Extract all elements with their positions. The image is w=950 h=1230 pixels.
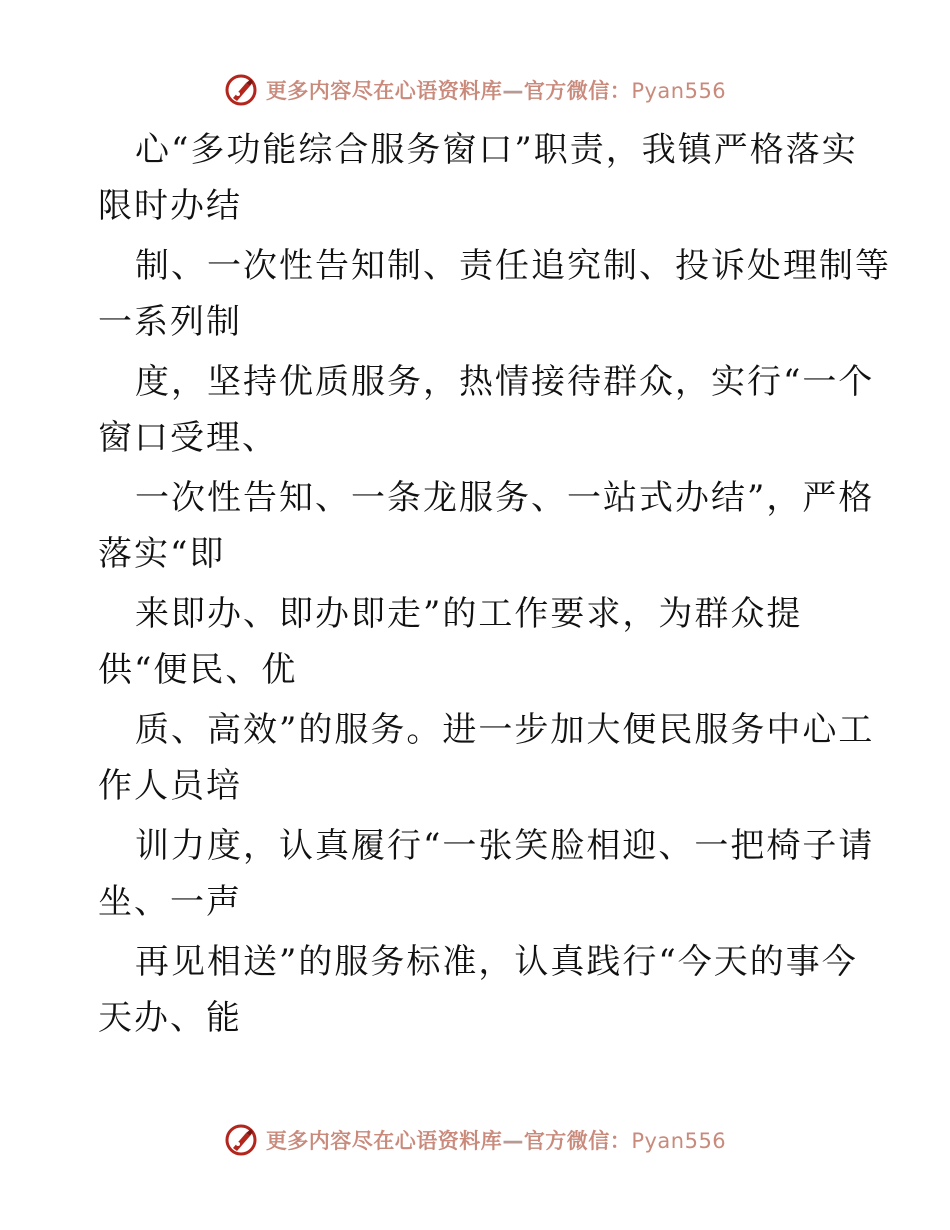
footer-banner [0, 1120, 950, 1160]
body-line: 制、一次性告知制、责任追究制、投诉处理制等 [135, 246, 891, 286]
footer-banner-main: 更多内容尽在心语资料库 [265, 1129, 503, 1153]
header-banner-wechat-label: 官方微信： [523, 79, 632, 103]
footer-banner-separator: — [502, 1129, 524, 1153]
body-line: 窗口受理、 [98, 418, 278, 458]
header-banner-separator: — [502, 79, 524, 103]
header-banner-wechat-id: Pyan556 [631, 79, 727, 103]
body-line: 一次性告知、一条龙服务、一站式办结”，严格 [135, 478, 875, 518]
pen-nib-logo-icon [224, 73, 258, 107]
body-line: 落实“即 [98, 534, 226, 574]
body-line: 限时办结 [98, 186, 242, 226]
pen-nib-logo-icon [224, 1123, 258, 1157]
header-banner-main: 更多内容尽在心语资料库 [265, 79, 503, 103]
footer-banner-wechat-id: Pyan556 [631, 1129, 727, 1153]
body-line: 质、高效”的服务。进一步加大便民服务中心工 [135, 710, 875, 750]
body-line: 天办、能 [98, 998, 242, 1038]
body-line: 心“多功能综合服务窗口”职责，我镇严格落实 [135, 130, 858, 170]
body-line: 一系列制 [98, 302, 242, 342]
body-line: 坐、一声 [98, 882, 242, 922]
body-line: 度，坚持优质服务，热情接待群众，实行“一个 [135, 362, 875, 402]
footer-banner-wechat-label: 官方微信： [523, 1129, 632, 1153]
body-line: 再见相送”的服务标准，认真践行“今天的事今 [135, 942, 858, 982]
header-banner-text [266, 75, 726, 105]
body-line: 作人员培 [98, 766, 242, 806]
footer-banner-text [266, 1125, 726, 1155]
body-line: 来即办、即办即走”的工作要求，为群众提 [135, 594, 803, 634]
body-line: 训力度，认真履行“一张笑脸相迎、一把椅子请 [135, 826, 875, 866]
body-line: 供“便民、优 [98, 650, 298, 690]
header-banner [0, 70, 950, 110]
